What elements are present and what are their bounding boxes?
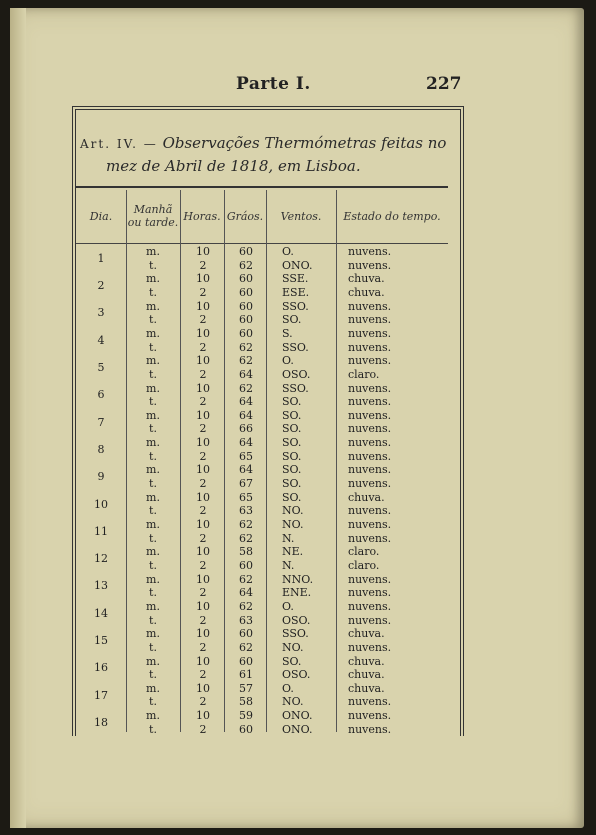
table-row (76, 600, 448, 614)
cell-hour: 2 (199, 477, 207, 491)
cell-period: m. (146, 627, 160, 641)
cell-degrees: 62 (239, 518, 253, 531)
day-number: 2 (97, 279, 105, 293)
cell-wind: ESE. (282, 285, 310, 299)
cell-period: t. (149, 531, 157, 545)
cell-wind: S. (282, 326, 293, 340)
cell-degrees: 58 (239, 545, 253, 559)
table-row (76, 409, 448, 423)
cell-period: m. (146, 518, 160, 531)
table-row (76, 354, 448, 368)
cell-weather: chuva. (348, 490, 385, 504)
table-row (76, 259, 448, 273)
cell-degrees: 63 (239, 504, 253, 518)
cell-weather: nuvens. (348, 613, 392, 627)
cell-weather: nuvens. (348, 381, 392, 395)
cell-wind: ONO. (282, 722, 313, 736)
cell-wind: ENE. (282, 586, 312, 600)
cell-weather: chuva. (348, 627, 385, 641)
cell-hour: 10 (196, 408, 210, 422)
cell-wind: OSO. (282, 668, 311, 682)
cell-weather: nuvens. (348, 258, 392, 272)
cell-period: t. (149, 558, 157, 572)
cell-degrees: 60 (239, 313, 253, 327)
table-row (76, 300, 448, 314)
table-row (76, 641, 448, 655)
day-number: 18 (94, 715, 108, 729)
cell-hour: 2 (199, 313, 207, 327)
cell-wind: O. (282, 599, 294, 613)
cell-period: m. (146, 354, 160, 368)
cell-period: t. (149, 395, 157, 409)
cell-degrees: 60 (239, 299, 253, 313)
cell-period: m. (146, 408, 160, 422)
day-number: 11 (94, 524, 108, 538)
cell-degrees: 64 (239, 463, 253, 477)
cell-weather: nuvens. (348, 463, 392, 477)
cell-weather: nuvens. (348, 449, 392, 463)
table-row (76, 532, 448, 546)
cell-wind: O. (282, 354, 294, 368)
table-row (76, 395, 448, 409)
cell-degrees: 59 (239, 709, 253, 723)
day-number: 3 (97, 306, 105, 320)
cell-period: t. (149, 422, 157, 436)
cell-weather: nuvens. (348, 477, 392, 491)
cell-weather: nuvens. (348, 436, 392, 450)
cell-wind: OSO. (282, 613, 311, 627)
cell-wind: SSO. (282, 381, 309, 395)
cell-weather: nuvens. (348, 408, 392, 422)
cell-wind: NO. (282, 518, 304, 531)
col-header-dia: Dia. (89, 209, 113, 223)
col-header-estado: Estado do tempo. (343, 209, 441, 223)
table-row (76, 627, 448, 641)
cell-wind: SO. (282, 449, 302, 463)
cell-wind: NE. (282, 545, 304, 559)
cell-degrees: 62 (239, 599, 253, 613)
cell-wind: N. (282, 531, 295, 545)
cell-weather: nuvens. (348, 518, 392, 531)
cell-wind: OSO. (282, 367, 311, 381)
cell-degrees: 61 (239, 668, 253, 682)
cell-hour: 10 (196, 681, 210, 695)
cell-wind: SO. (282, 654, 302, 668)
cell-degrees: 62 (239, 572, 253, 586)
article-title-line1: Observações Thermómetras feitas no (162, 134, 447, 152)
table-row (76, 450, 448, 464)
cell-degrees: 67 (239, 477, 253, 491)
cell-hour: 2 (199, 258, 207, 272)
cell-degrees: 60 (239, 285, 253, 299)
cell-degrees: 60 (239, 272, 253, 286)
cell-weather: nuvens. (348, 709, 392, 723)
cell-hour: 2 (199, 367, 207, 381)
cell-hour: 10 (196, 709, 210, 723)
table-row (76, 422, 448, 436)
cell-hour: 2 (199, 449, 207, 463)
article-heading (80, 132, 450, 177)
day-number: 7 (97, 415, 105, 429)
day-number: 9 (97, 470, 105, 484)
cell-hour: 2 (199, 722, 207, 736)
cell-period: t. (149, 449, 157, 463)
cell-period: m. (146, 681, 160, 695)
col-header-horas: Horas. (183, 209, 221, 223)
cell-period: t. (149, 285, 157, 299)
table-row (76, 504, 448, 518)
cell-hour: 10 (196, 436, 210, 450)
cell-degrees: 64 (239, 395, 253, 409)
cell-degrees: 57 (239, 681, 253, 695)
table-row (76, 245, 448, 259)
cell-period: m. (146, 709, 160, 723)
table-row (76, 709, 448, 723)
cell-weather: chuva. (348, 668, 385, 682)
cell-period: t. (149, 504, 157, 518)
cell-hour: 2 (199, 531, 207, 545)
table-row (76, 655, 448, 669)
day-number: 8 (97, 442, 105, 456)
cell-degrees: 63 (239, 613, 253, 627)
cell-degrees: 62 (239, 640, 253, 654)
cell-hour: 2 (199, 558, 207, 572)
col-header-graos: Gráos. (226, 209, 264, 223)
cell-period: t. (149, 695, 157, 709)
cell-weather: nuvens. (348, 531, 392, 545)
cell-wind: N. (282, 558, 295, 572)
cell-wind: SO. (282, 436, 302, 450)
cell-weather: nuvens. (348, 395, 392, 409)
table-row (76, 286, 448, 300)
cell-period: m. (146, 463, 160, 477)
cell-wind: ONO. (282, 709, 313, 723)
cell-wind: SO. (282, 490, 302, 504)
table-row (76, 668, 448, 682)
cell-hour: 2 (199, 340, 207, 354)
cell-period: t. (149, 722, 157, 736)
cell-wind: SO. (282, 477, 302, 491)
cell-wind: SO. (282, 408, 302, 422)
cell-period: t. (149, 313, 157, 327)
cell-period: t. (149, 586, 157, 600)
cell-weather: chuva. (348, 654, 385, 668)
cell-degrees: 60 (239, 654, 253, 668)
table-row (76, 559, 448, 573)
cell-period: m. (146, 381, 160, 395)
article-label: Art. IV. — (80, 137, 158, 151)
table-row (76, 368, 448, 382)
cell-period: m. (146, 299, 160, 313)
cell-degrees: 60 (239, 326, 253, 340)
cell-wind: NO. (282, 640, 304, 654)
cell-hour: 2 (199, 613, 207, 627)
cell-degrees: 65 (239, 449, 253, 463)
cell-weather: nuvens. (348, 245, 392, 258)
cell-degrees: 66 (239, 422, 253, 436)
day-number: 5 (97, 361, 105, 375)
cell-hour: 2 (199, 695, 207, 709)
cell-hour: 10 (196, 245, 210, 258)
cell-hour: 2 (199, 504, 207, 518)
cell-period: m. (146, 272, 160, 286)
cell-hour: 10 (196, 326, 210, 340)
cell-hour: 10 (196, 572, 210, 586)
cell-period: m. (146, 490, 160, 504)
day-number: 6 (97, 388, 105, 402)
cell-period: t. (149, 613, 157, 627)
cell-hour: 10 (196, 654, 210, 668)
cell-weather: nuvens. (348, 299, 392, 313)
cell-hour: 2 (199, 395, 207, 409)
cell-hour: 10 (196, 627, 210, 641)
cell-period: m. (146, 545, 160, 559)
cell-weather: nuvens. (348, 599, 392, 613)
cell-weather: claro. (348, 558, 380, 572)
cell-wind: SSO. (282, 299, 309, 313)
table-row (76, 463, 448, 477)
day-number: 16 (94, 661, 108, 675)
day-number: 10 (94, 497, 108, 511)
table-row (76, 491, 448, 505)
cell-hour: 2 (199, 640, 207, 654)
cell-period: m. (146, 654, 160, 668)
cell-wind: NNO. (282, 572, 314, 586)
table-row (76, 382, 448, 396)
cell-wind: SSO. (282, 340, 309, 354)
cell-wind: SO. (282, 463, 302, 477)
header-top-rule (76, 186, 448, 188)
cell-wind: O. (282, 245, 294, 258)
cell-wind: NO. (282, 695, 304, 709)
page-header-title: Parte I. (236, 74, 311, 94)
cell-wind: SO. (282, 422, 302, 436)
cell-degrees: 60 (239, 558, 253, 572)
cell-hour: 10 (196, 518, 210, 531)
cell-hour: 10 (196, 354, 210, 368)
cell-hour: 10 (196, 463, 210, 477)
cell-degrees: 64 (239, 586, 253, 600)
col-header-ventos: Ventos. (280, 209, 322, 223)
cell-hour: 10 (196, 381, 210, 395)
cell-degrees: 62 (239, 354, 253, 368)
cell-wind: SSO. (282, 627, 309, 641)
cell-period: m. (146, 599, 160, 613)
day-number: 17 (94, 688, 108, 702)
table-row (76, 436, 448, 450)
cell-degrees: 64 (239, 436, 253, 450)
day-number: 13 (94, 579, 108, 593)
cell-hour: 2 (199, 586, 207, 600)
cell-hour: 10 (196, 299, 210, 313)
cell-period: t. (149, 258, 157, 272)
table-row (76, 327, 448, 341)
cell-degrees: 60 (239, 722, 253, 736)
cell-period: t. (149, 367, 157, 381)
table-row (76, 614, 448, 628)
day-number: 12 (94, 552, 108, 566)
table-row (76, 272, 448, 286)
cell-hour: 10 (196, 490, 210, 504)
header-bottom-rule (76, 243, 448, 244)
table-row (76, 341, 448, 355)
cell-weather: nuvens. (348, 722, 392, 736)
cell-weather: chuva. (348, 681, 385, 695)
cell-hour: 10 (196, 272, 210, 286)
page-binding (10, 8, 26, 828)
cell-weather: nuvens. (348, 640, 392, 654)
cell-degrees: 65 (239, 490, 253, 504)
cell-wind: ONO. (282, 258, 313, 272)
table-row (76, 695, 448, 709)
cell-weather: claro. (348, 367, 380, 381)
cell-wind: NO. (282, 504, 304, 518)
cell-weather: nuvens. (348, 326, 392, 340)
day-number: 1 (97, 251, 105, 265)
cell-hour: 2 (199, 285, 207, 299)
cell-weather: nuvens. (348, 695, 392, 709)
cell-degrees: 60 (239, 627, 253, 641)
cell-period: m. (146, 436, 160, 450)
table-row (76, 573, 448, 587)
table-row (76, 477, 448, 491)
cell-period: t. (149, 340, 157, 354)
cell-period: m. (146, 572, 160, 586)
day-number: 14 (94, 606, 108, 620)
cell-degrees: 60 (239, 245, 253, 258)
cell-wind: SSE. (282, 272, 309, 286)
cell-degrees: 64 (239, 408, 253, 422)
cell-weather: nuvens. (348, 586, 392, 600)
cell-degrees: 62 (239, 531, 253, 545)
cell-degrees: 58 (239, 695, 253, 709)
day-number: 15 (94, 634, 108, 648)
cell-wind: O. (282, 681, 294, 695)
cell-period: t. (149, 640, 157, 654)
cell-weather: nuvens. (348, 340, 392, 354)
table-row (76, 313, 448, 327)
cell-hour: 2 (199, 422, 207, 436)
day-number: 4 (97, 333, 105, 347)
table-row (76, 545, 448, 559)
cell-weather: nuvens. (348, 422, 392, 436)
cell-hour: 2 (199, 668, 207, 682)
table-row (76, 518, 448, 532)
col-header-manha: Manhã ou tarde. (127, 203, 179, 229)
cell-degrees: 62 (239, 340, 253, 354)
table-row (76, 682, 448, 696)
cell-period: m. (146, 245, 160, 258)
page-number: 227 (426, 74, 462, 94)
cell-weather: chuva. (348, 285, 385, 299)
cell-period: m. (146, 326, 160, 340)
cell-period: t. (149, 668, 157, 682)
cell-degrees: 62 (239, 258, 253, 272)
cell-hour: 10 (196, 545, 210, 559)
cell-weather: chuva. (348, 272, 385, 286)
cell-wind: SO. (282, 313, 302, 327)
table-row (76, 586, 448, 600)
cell-weather: nuvens. (348, 313, 392, 327)
cell-hour: 10 (196, 599, 210, 613)
cell-degrees: 62 (239, 381, 253, 395)
cell-weather: nuvens. (348, 572, 392, 586)
cell-degrees: 64 (239, 367, 253, 381)
cell-weather: nuvens. (348, 504, 392, 518)
table-row (76, 723, 448, 737)
cell-weather: nuvens. (348, 354, 392, 368)
article-title-line2: mez de Abril de 1818, em Lisboa. (106, 157, 361, 175)
cell-weather: claro. (348, 545, 380, 559)
cell-period: t. (149, 477, 157, 491)
cell-wind: SO. (282, 395, 302, 409)
